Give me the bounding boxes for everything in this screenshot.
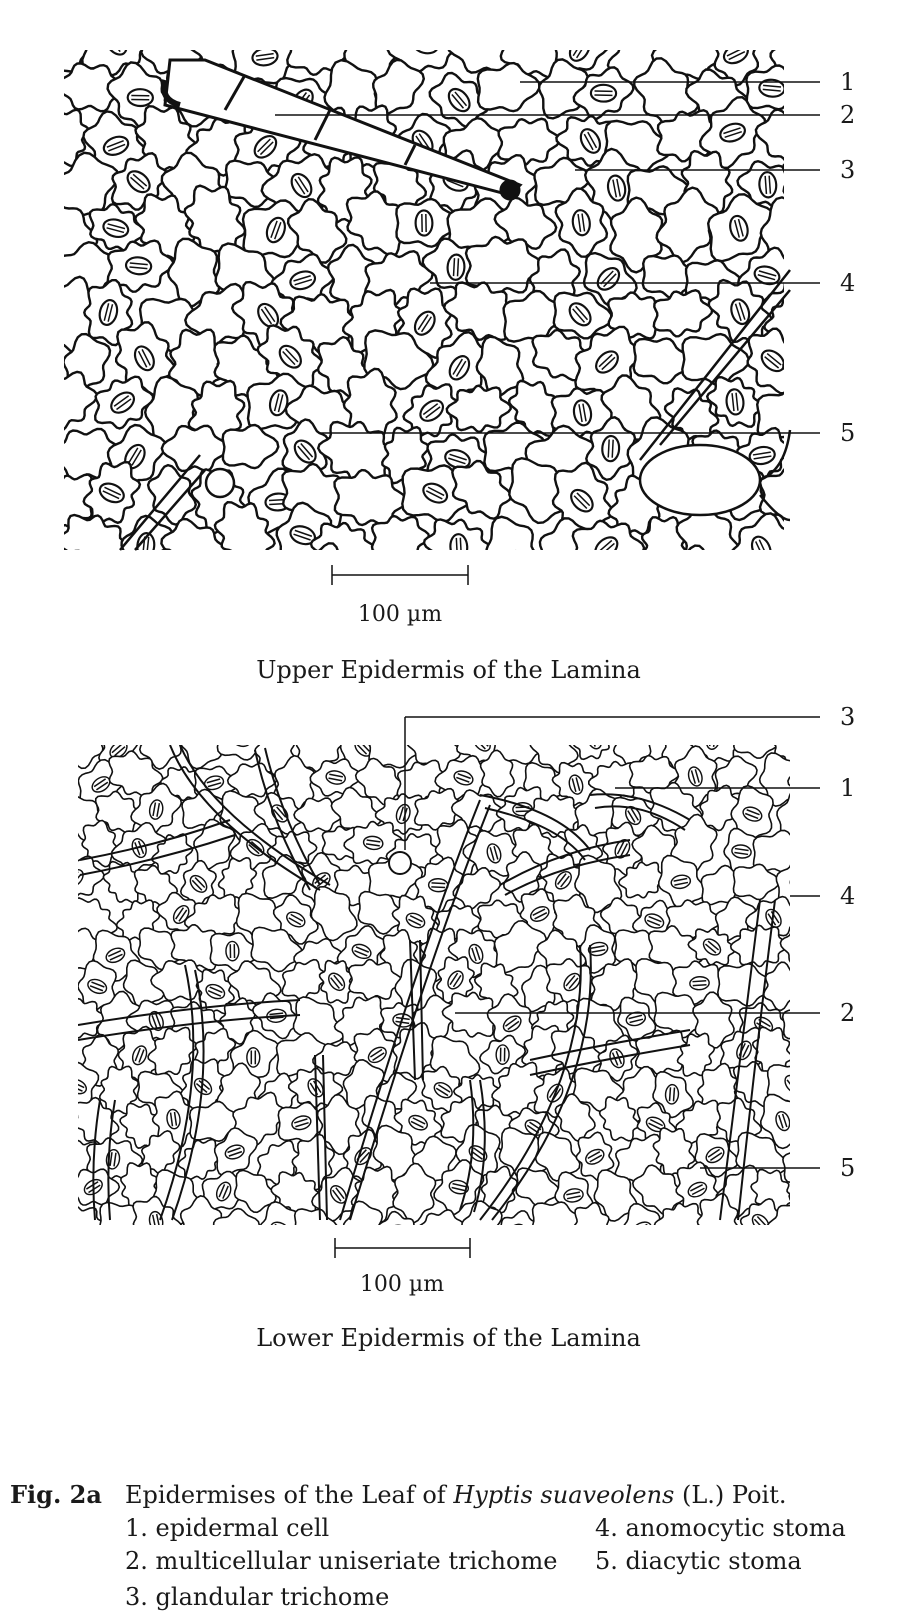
epidermal-cell: [245, 555, 291, 612]
epidermal-cell: [697, 558, 774, 623]
stoma: [130, 1246, 150, 1269]
upper-scale-label: 100 µm: [357, 602, 443, 627]
epidermal-cell: [554, 551, 603, 610]
epidermal-cell: [629, 1241, 684, 1294]
epidermal-cell: [372, 516, 429, 559]
epidermal-cell: [797, 1239, 847, 1284]
epidermal-cell: [148, 465, 196, 524]
epidermal-cell: [60, 710, 103, 768]
epidermal-cell: [788, 756, 839, 799]
lower-label-1: 1: [840, 774, 856, 802]
epidermal-cell: [139, 549, 195, 608]
epidermal-cell: [239, 1238, 281, 1294]
epidermal-cell: [679, 1240, 723, 1289]
epidermal-cell: [783, 1142, 823, 1183]
lower-epidermal-cells: [47, 710, 848, 1296]
epidermal-cell: [89, 565, 150, 611]
stoma: [447, 254, 465, 280]
epidermal-cell: [259, 1202, 300, 1257]
figure-title-species: Hyptis suaveolens: [453, 1481, 675, 1509]
epidermal-cell: [755, 1229, 801, 1281]
stoma: [364, 1245, 386, 1268]
stoma: [807, 978, 830, 1000]
legend-item-1: 1. epidermal cell: [125, 1514, 330, 1542]
epidermal-cell: [202, 561, 258, 609]
epidermal-cell: [801, 818, 841, 875]
stoma: [809, 1185, 828, 1208]
lower-label-4: 4: [840, 882, 856, 910]
epidermal-cell: [783, 346, 841, 395]
stoma: [483, 1248, 505, 1271]
epidermal-cell: [82, 12, 153, 75]
stoma: [570, 568, 587, 593]
epidermal-cell: [764, 962, 799, 1010]
stoma: [415, 210, 432, 235]
epidermal-cell: [498, 119, 559, 166]
stoma: [226, 941, 239, 961]
stoma: [759, 172, 778, 198]
upper-label-4: 4: [840, 269, 856, 297]
stoma: [726, 576, 745, 603]
stoma: [247, 1048, 260, 1067]
epidermal-cell: [719, 1239, 768, 1284]
epidermal-cell: [517, 1240, 554, 1289]
stoma: [733, 1252, 755, 1270]
epidermal-cell: [180, 714, 222, 769]
epidermal-cell: [798, 898, 838, 940]
lower-label-5: 5: [840, 1154, 856, 1182]
stoma: [591, 85, 616, 102]
upper-epidermal-cells: [32, 12, 855, 631]
stoma: [789, 873, 811, 890]
stoma: [258, 571, 277, 597]
stoma: [802, 767, 825, 788]
epidermal-cell: [800, 1105, 838, 1151]
epidermal-cell: [49, 856, 104, 900]
epidermal-cell: [770, 557, 822, 630]
epidermal-cell: [487, 517, 540, 582]
epidermal-cell: [574, 720, 615, 760]
epidermal-cell: [559, 1229, 607, 1283]
epidermal-cell: [200, 1239, 244, 1282]
epidermal-cell: [502, 551, 551, 610]
epidermal-cell: [609, 553, 663, 609]
upper-label-2: 2: [840, 101, 856, 129]
upper-epidermis-panel: [0, 0, 897, 700]
epidermal-cell: [792, 231, 845, 301]
upper-caption: Upper Epidermis of the Lamina: [256, 656, 641, 684]
epidermal-cell: [795, 961, 843, 1017]
upper-label-3: 3: [840, 156, 856, 184]
epidermal-cell: [47, 1206, 106, 1249]
stoma: [665, 1084, 679, 1104]
epidermal-cell: [792, 1028, 834, 1087]
lower-epidermis-panel: [0, 700, 897, 1400]
lower-label-3: 3: [840, 703, 856, 731]
stoma: [450, 534, 468, 560]
epidermal-cell: [223, 425, 279, 468]
stoma: [104, 575, 134, 602]
figure-tag: Fig. 2a: [10, 1480, 102, 1509]
stoma: [609, 1256, 632, 1276]
lower-scale-bar: [335, 1238, 470, 1258]
epidermal-cell: [70, 1234, 129, 1277]
upper-epidermis-drawing: [0, 0, 897, 700]
stoma: [496, 1045, 509, 1065]
epidermal-cell: [118, 1228, 162, 1285]
glandular-trichome: [389, 852, 411, 874]
legend-item-2: 2. multicellular uniseriate trichome: [125, 1547, 558, 1575]
upper-label-5: 5: [840, 419, 856, 447]
legend-item-3: 3. glandular trichome: [125, 1583, 390, 1611]
figure-title-pre: Epidermises of the Leaf of: [125, 1481, 454, 1509]
upper-label-1: 1: [840, 68, 856, 96]
epidermal-cell: [661, 546, 720, 613]
epidermal-cell: [416, 1210, 465, 1248]
figure-title-post: (L.) Poit.: [674, 1481, 787, 1509]
lower-caption: Lower Epidermis of the Lamina: [256, 1324, 641, 1352]
epidermal-cell: [38, 551, 90, 607]
epidermal-cell: [311, 523, 375, 571]
stoma: [689, 976, 709, 990]
legend-item-4: 4. anomocytic stoma: [595, 1514, 846, 1542]
stoma: [128, 89, 153, 106]
epidermal-cell: [783, 1001, 824, 1039]
lower-scale-label: 100 µm: [359, 1272, 445, 1297]
epidermal-cell: [592, 1243, 649, 1289]
epidermal-cell: [792, 519, 855, 564]
epidermal-cell: [155, 1233, 202, 1283]
stoma: [250, 1254, 270, 1277]
epidermal-cell: [623, 1204, 661, 1255]
upper-scale-bar: [332, 565, 468, 585]
stoma: [389, 1223, 412, 1242]
figure-title: [125, 1478, 787, 1512]
legend-item-5: 5. diacytic stoma: [595, 1547, 802, 1575]
lower-label-2: 2: [840, 999, 856, 1027]
stoma: [602, 436, 620, 462]
